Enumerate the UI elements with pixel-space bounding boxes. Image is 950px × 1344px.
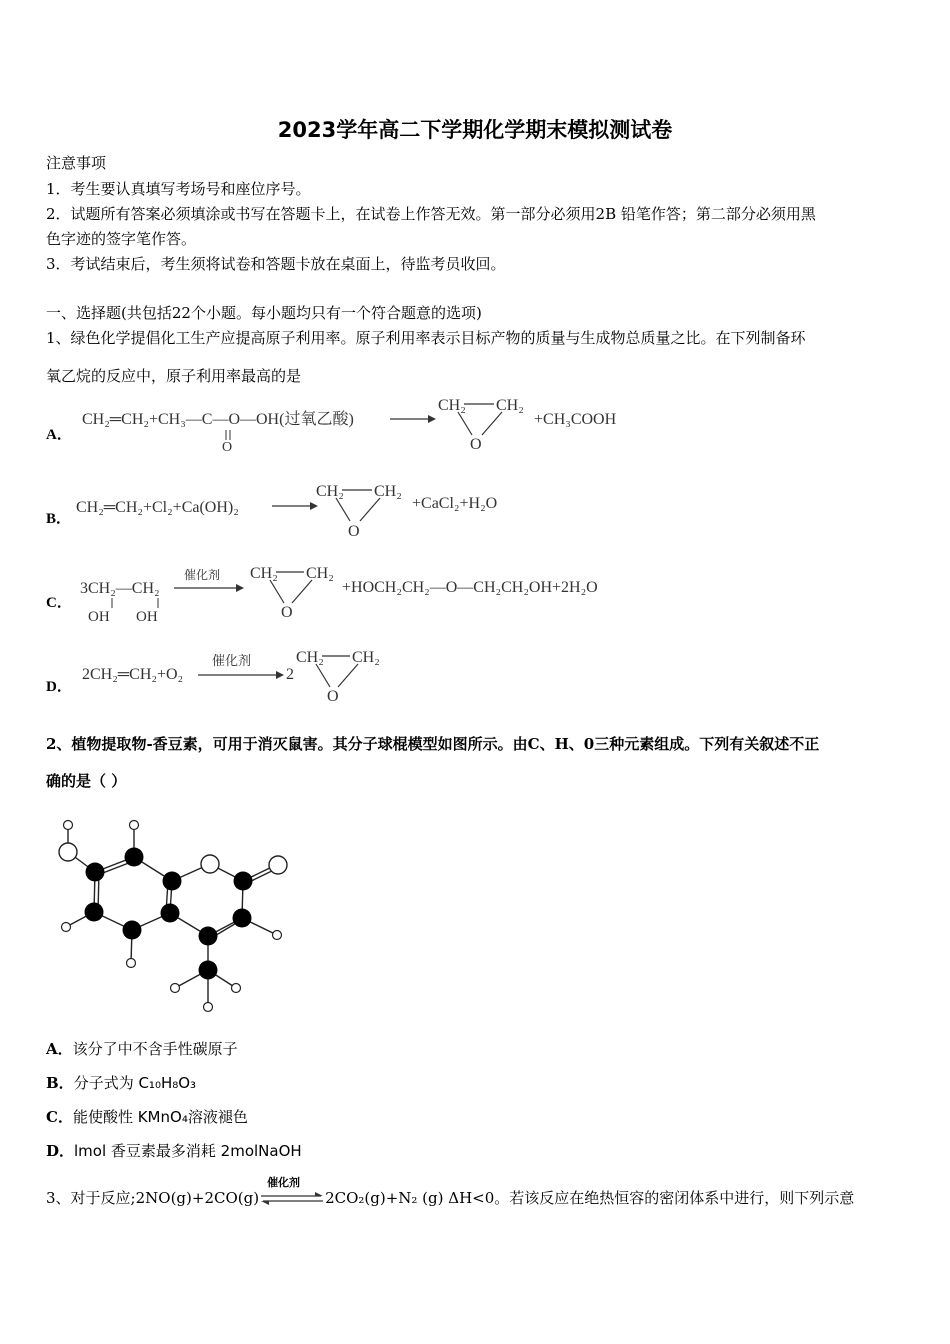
carbon-atom	[161, 904, 180, 923]
hydroxyl-group: OH	[136, 609, 158, 625]
option-b-reactants: CH₂═CH₂+Cl₂+Ca(OH)₂	[76, 499, 239, 516]
epoxide-ring-carbon: CH₂	[306, 565, 334, 582]
hydrogen-atom	[127, 959, 136, 968]
carbon-atom	[163, 872, 182, 891]
option-a-products: +CH₃COOH	[534, 411, 617, 428]
option-b-products: +CaCl₂+H₂O	[412, 495, 498, 512]
notice-item: 3．考试结束后，考生须将试卷和答题卡放在桌面上，待监考员收回。	[46, 255, 506, 273]
question-3-suffix: 2CO₂(g)+N₂ (g) ΔH<0。若该反应在绝热恒容的密闭体系中进行，则下列示意	[325, 1189, 855, 1207]
question-2-stem-cont: 确的是（ ）	[46, 772, 127, 790]
hydrogen-atom	[204, 1003, 213, 1012]
answer-option-b: B．分子式为 C₁₀H₈O₃	[46, 1074, 197, 1092]
option-d-reactants: 2CH₂═CH₂+O₂	[82, 666, 184, 683]
reversible-arrow	[259, 1176, 325, 1208]
option-d-equation	[80, 645, 400, 707]
carbon-atom	[199, 961, 218, 980]
catalyst-label: 催化剂	[184, 568, 221, 582]
question-1-stem: 1、绿色化学提倡化工生产应提高原子利用率。原子利用率表示目标产物的质量与生成物总质量之比。在下列制备环	[46, 329, 806, 347]
question-1-stem-cont: 氧乙烷的反应中，原子利用率最高的是	[46, 367, 302, 385]
carbon-atom	[234, 872, 253, 891]
hydroxyl-group: OH	[88, 609, 110, 625]
question-3-stem	[46, 1176, 855, 1208]
option-d-label: D．	[46, 679, 72, 695]
carbon-atom	[85, 903, 104, 922]
answer-option-d: D．lmol 香豆素最多消耗 2molNaOH	[46, 1142, 302, 1160]
carbon-atom	[125, 848, 144, 867]
coumarin-ball-stick-model	[48, 815, 298, 1025]
option-b-equation	[74, 478, 544, 540]
catalyst-label: 催化剂	[212, 653, 252, 668]
option-b-label: B．	[46, 511, 72, 527]
answer-option-a: A．该分了中不含手性碳原子	[46, 1040, 238, 1058]
epoxide-ring-carbon: CH₂	[316, 483, 344, 500]
hydrogen-atom	[232, 984, 241, 993]
question-2-stem: 2、植物提取物-香豆素，可用于消灭鼠害。其分子球棍模型如图所示。由C、H、0三种元素组成。下列有关叙述不正	[46, 735, 820, 753]
page-title: 2023学年高二下学期化学期末模拟测试卷	[277, 118, 673, 142]
question-3-prefix: 3、对于反应;2NO(g)+2CO(g)	[46, 1189, 260, 1207]
option-a-equation	[78, 392, 638, 454]
option-a-carbonyl-oxygen: O	[222, 440, 233, 454]
epoxide-ring-carbon: CH₂	[296, 649, 324, 666]
hydrogen-atom	[64, 821, 73, 830]
oxygen-atom	[269, 856, 287, 874]
carbon-atom	[199, 927, 218, 946]
option-c-products: +HOCH₂CH₂—O—CH₂CH₂OH+2H₂O	[342, 579, 598, 596]
oxygen-atom	[201, 855, 219, 873]
epoxide-ring-oxygen: O	[281, 604, 293, 621]
epoxide-ring-oxygen: O	[470, 436, 482, 453]
epoxide-ring-carbon: CH₂	[352, 649, 380, 666]
option-c-equation	[76, 562, 636, 628]
carbon-atom	[123, 921, 142, 940]
section-heading: 一、选择题(共包括22个小题。每小题均只有一个符合题意的选项)	[46, 304, 482, 322]
epoxide-ring-carbon: CH₂	[250, 565, 278, 582]
epoxide-ring-oxygen: O	[348, 523, 360, 540]
hydrogen-atom	[130, 821, 139, 830]
option-c-reactants: 3CH₂—CH₂	[80, 580, 160, 597]
notice-item: 色字迹的签字笔作答。	[46, 230, 197, 248]
answer-option-c: C．能使酸性 KMnO₄溶液褪色	[46, 1108, 248, 1126]
epoxide-ring-oxygen: O	[327, 688, 339, 705]
option-a-reactants: CH₂═CH₂+CH₃—C—O—OH(过氧乙酸)	[82, 411, 354, 428]
carbon-atom	[233, 909, 252, 928]
epoxide-ring-carbon: CH₂	[438, 397, 466, 414]
option-c-label: C．	[46, 595, 72, 611]
carbon-atom	[86, 863, 105, 882]
product-coefficient: 2	[286, 666, 294, 683]
hydrogen-atom	[273, 931, 282, 940]
notice-item: 2．试题所有答案必须填涂或书写在答题卡上，在试卷上作答无效。第一部分必须用2B 铅笔作答；第二部分必须用黑	[46, 205, 816, 223]
oxygen-atom	[59, 843, 77, 861]
epoxide-ring-carbon: CH₂	[374, 483, 402, 500]
hydrogen-atom	[171, 984, 180, 993]
hydrogen-atom	[62, 923, 71, 932]
option-a-label: A．	[46, 427, 72, 443]
notice-heading: 注意事项	[46, 154, 107, 172]
notice-item: 1．考生要认真填写考场号和座位序号。	[46, 180, 311, 198]
epoxide-ring-carbon: CH₂	[496, 397, 524, 414]
catalyst-label: 催化剂	[267, 1176, 301, 1189]
